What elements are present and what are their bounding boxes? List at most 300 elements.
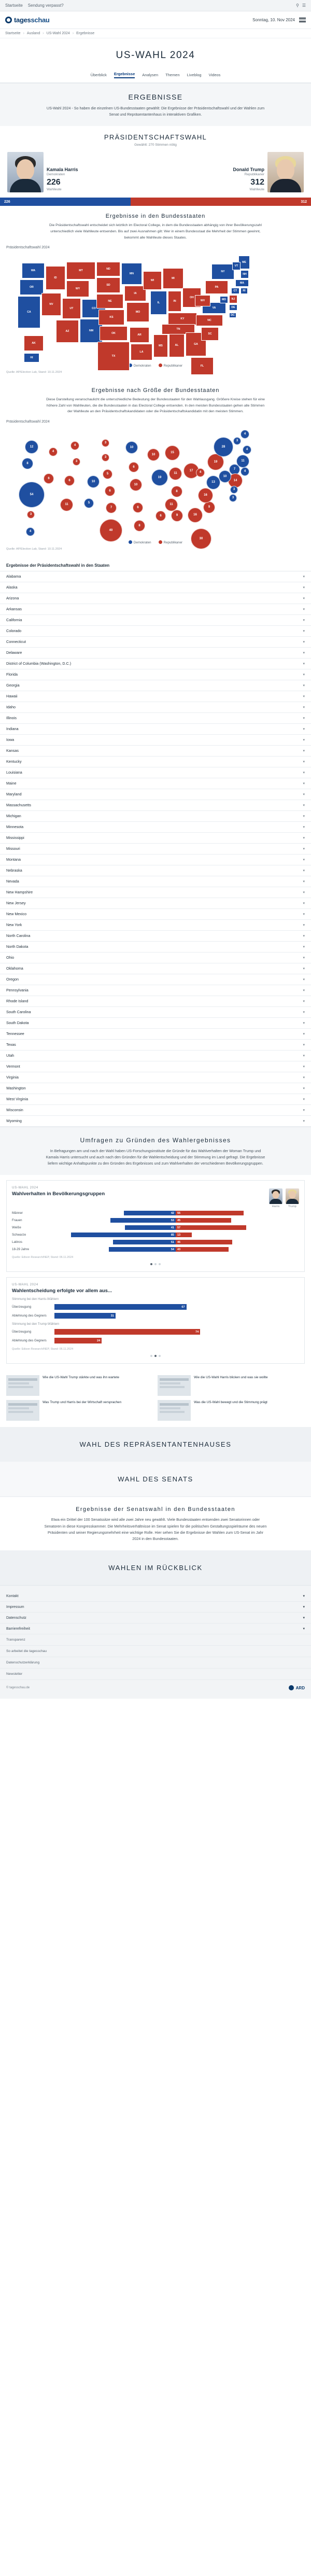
chevron-down-icon[interactable]: ▾ [303, 662, 305, 666]
state-ne[interactable]: NE [96, 294, 123, 309]
utility-link-home[interactable]: Startseite [5, 3, 23, 8]
accordion-row[interactable] [0, 648, 311, 659]
electoral-bubble[interactable]: 5 [103, 469, 112, 479]
accordion-row-label: Nebraska [6, 868, 22, 873]
accordion-row[interactable] [0, 887, 311, 898]
house-section [0, 1427, 311, 1462]
article-teaser[interactable] [158, 1400, 305, 1421]
accordion-row-label: New York [6, 922, 22, 928]
state-wa[interactable]: WA [22, 263, 45, 278]
tab-ergebnisse[interactable]: Ergebnisse [114, 72, 135, 78]
state-sc[interactable]: SC [201, 327, 219, 341]
state-al[interactable]: AL [169, 333, 185, 357]
state-de[interactable]: DE [229, 304, 237, 311]
chevron-down-icon[interactable]: ▾ [303, 1043, 305, 1047]
chevron-down-icon[interactable]: ▾ [303, 1021, 305, 1025]
chevron-down-icon[interactable]: ▾ [303, 858, 305, 862]
state-ca[interactable]: CA [18, 296, 40, 328]
accordion-row[interactable] [0, 702, 311, 713]
states-map-source: Quelle: AP/Election Lab, Stand: 10.11.2024 [6, 371, 62, 374]
electoral-bubble[interactable]: 28 [214, 437, 233, 457]
state-mt[interactable]: MT [66, 262, 95, 279]
tab-themen[interactable]: Themen [165, 73, 180, 77]
utility-link-missed[interactable]: Sendung verpasst? [27, 3, 64, 8]
states-accordion-heading: Ergebnisse der Präsidentschaftswahl in den Staaten [6, 563, 110, 568]
state-il[interactable]: IL [150, 291, 167, 315]
article-teaser-title: Was die US-Wahl bewegt und die Stimmung prägt [194, 1401, 267, 1405]
accordion-row[interactable] [0, 746, 311, 757]
accordion-row[interactable] [0, 963, 311, 974]
accordion-row[interactable] [0, 996, 311, 1007]
candidate-party-harris: Demokraten [47, 173, 65, 177]
state-ok[interactable]: OK [100, 326, 128, 341]
accordion-row[interactable] [0, 931, 311, 942]
accordion-row[interactable] [0, 1094, 311, 1105]
chart1-bars [52, 1225, 299, 1230]
chart2-plot-trump [12, 1329, 299, 1343]
chart1-group-label: 18-29 Jahre [12, 1248, 30, 1252]
state-az[interactable]: AZ [56, 320, 79, 343]
chart1-bar-trump: 57 [176, 1225, 246, 1230]
state-me[interactable]: ME [238, 256, 250, 269]
electoral-bubble[interactable]: 4 [241, 467, 249, 476]
senate-results-heading: Ergebnisse der Senatswahl in den Bundesstaaten [76, 1506, 235, 1513]
electoral-bubble[interactable]: 10 [130, 479, 142, 491]
state-sd[interactable]: SD [96, 277, 120, 293]
bubble-map-legend [6, 540, 305, 544]
electoral-bubble[interactable]: 13 [206, 475, 220, 489]
tab-liveblog[interactable]: Liveblog [187, 73, 202, 77]
chevron-down-icon[interactable]: ▾ [303, 956, 305, 960]
accordion-row-label: Maine [6, 781, 17, 786]
electoral-bubble[interactable]: 10 [147, 449, 160, 461]
state-nv[interactable]: NV [41, 293, 61, 316]
state-md[interactable]: MD [220, 296, 228, 303]
logo-word-first: tages [14, 16, 31, 24]
state-ga[interactable]: GA [186, 332, 206, 356]
chevron-down-icon[interactable]: ▾ [303, 771, 305, 775]
chevron-down-icon[interactable]: ▾ [303, 1065, 305, 1069]
logo[interactable] [5, 16, 50, 24]
accordion-row[interactable] [0, 604, 311, 615]
state-ct[interactable]: CT [231, 288, 239, 294]
accordion-row[interactable] [0, 669, 311, 680]
senate-results-block [0, 1496, 311, 1550]
accordion-row[interactable] [0, 713, 311, 724]
accordion-row[interactable] [0, 1040, 311, 1051]
chevron-down-icon[interactable]: ▾ [303, 1627, 305, 1631]
accordion-row[interactable] [0, 909, 311, 920]
state-ms[interactable]: MS [153, 334, 168, 357]
electoral-bubble[interactable]: 3 [73, 458, 80, 466]
electoral-bubble[interactable]: 6 [44, 473, 54, 484]
electoral-bubble[interactable]: 9 [203, 501, 215, 513]
electoral-bubble[interactable]: 4 [70, 441, 79, 450]
state-ny[interactable]: NY [211, 264, 234, 279]
electoral-bubble[interactable]: 3 [233, 437, 241, 445]
chevron-down-icon[interactable]: ▾ [303, 738, 305, 742]
electoral-bar-rep-label: 312 [301, 200, 307, 204]
chevron-down-icon[interactable]: ▾ [303, 749, 305, 753]
tab-analysen[interactable]: Analysen [142, 73, 159, 77]
state-ak[interactable]: AK [24, 335, 44, 351]
accordion-row[interactable] [0, 789, 311, 800]
accordion-row-label: New Hampshire [6, 890, 33, 895]
accordion-row[interactable] [0, 811, 311, 822]
accordion-row[interactable] [0, 822, 311, 833]
results-heading: ERGEBNISSE [128, 93, 183, 101]
logo-mark-icon [5, 17, 12, 23]
senate-results-description: Etwa ein Drittel der 100 Senatssitze wird alle zwei Jahre neu gewählt. Viele Bundesstaaten entsenden zwei Senatorinnen oder Senatoren in diese Kongresskammer. Die Mehrheitsverhältnisse im Senat spielen für die politischen Gestaltungsspielräume des neuen Präsidenten und seiner Regierungsmehrheit eine wichtige Rolle. Hier sehen Sie die Ergebnisse der Wahlen zum US-Senat im Jahr 2024 in den Bundesstaaten. [44, 1517, 267, 1542]
chevron-down-icon[interactable]: ▾ [303, 1010, 305, 1014]
state-la[interactable]: LA [131, 344, 152, 360]
accordion-row[interactable] [0, 920, 311, 931]
electoral-bubble[interactable]: 11 [165, 498, 178, 511]
state-fl[interactable]: FL [191, 357, 214, 375]
chevron-down-icon[interactable]: ▾ [303, 781, 305, 786]
chevron-down-icon[interactable]: ▾ [303, 967, 305, 971]
accordion-row[interactable] [0, 659, 311, 669]
accordion-row[interactable] [0, 735, 311, 746]
state-nh[interactable]: NH [241, 270, 249, 278]
accordion-row[interactable] [0, 1105, 311, 1116]
accordion-row[interactable] [0, 691, 311, 702]
electoral-bubble[interactable]: 3 [229, 494, 237, 502]
state-nj[interactable]: NJ [229, 295, 237, 303]
search-icon[interactable]: ⚲ [295, 3, 299, 8]
footer-section-link[interactable]: Transparenz [0, 1634, 311, 1646]
electoral-bubble[interactable]: 10 [87, 475, 100, 488]
candidate-electoral-trump: 312 [250, 178, 264, 187]
accordion-row[interactable] [0, 985, 311, 996]
accordion-row[interactable] [0, 1051, 311, 1061]
chevron-down-icon[interactable]: ▾ [303, 836, 305, 840]
chart1-group-row [12, 1218, 299, 1223]
utility-bar [0, 0, 311, 11]
state-mi[interactable]: MI [163, 268, 183, 289]
state-va[interactable]: VA [202, 302, 226, 314]
chevron-down-icon[interactable]: ▾ [303, 651, 305, 655]
chart2-bar: 67 [54, 1304, 187, 1310]
electoral-bubble[interactable]: 7 [229, 464, 240, 475]
electoral-bubble[interactable]: 3 [102, 454, 109, 461]
section-tabs [0, 69, 311, 83]
accordion-row[interactable] [0, 1072, 311, 1083]
electoral-bubble[interactable]: 4 [49, 447, 58, 456]
electoral-bubble[interactable]: 11 [169, 467, 182, 480]
chart2-row-label: Ablehnung des Gegners [12, 1314, 47, 1318]
chevron-down-icon[interactable]: ▾ [303, 1594, 305, 1599]
chart2-row-label: Ablehnung des Gegners [12, 1339, 47, 1343]
state-nm[interactable]: NM [80, 319, 103, 343]
chevron-down-icon[interactable]: ▾ [303, 847, 305, 851]
electoral-bubble[interactable]: 4 [241, 430, 249, 439]
accordion-row[interactable] [0, 974, 311, 985]
chevron-down-icon[interactable]: ▾ [303, 879, 305, 884]
accordion-row[interactable] [0, 615, 311, 626]
electoral-bubble[interactable]: 3 [102, 439, 109, 447]
state-dc[interactable]: DC [229, 313, 236, 318]
electoral-bubble[interactable]: 16 [198, 488, 213, 503]
accordion-row[interactable] [0, 724, 311, 735]
state-wv[interactable]: WV [195, 295, 210, 306]
electoral-bubble[interactable]: 4 [243, 445, 251, 454]
electoral-bubble[interactable]: 6 [64, 475, 75, 486]
state-co[interactable]: CO [82, 299, 106, 318]
electoral-bubble[interactable]: 3 [230, 486, 238, 494]
accordion-row-label: Pennsylvania [6, 988, 29, 993]
accordion-row[interactable] [0, 778, 311, 789]
accordion-row[interactable] [0, 833, 311, 844]
electoral-bubble[interactable]: 11 [60, 498, 73, 511]
chevron-down-icon[interactable]: ▾ [303, 760, 305, 764]
chart1-group-label: Weiße [12, 1226, 21, 1230]
electoral-bubble[interactable]: 8 [22, 458, 33, 469]
footer-section-link[interactable]: So arbeitet die tagesschau [0, 1646, 311, 1657]
state-hi[interactable]: HI [24, 353, 39, 362]
accordion-row[interactable] [0, 582, 311, 593]
chevron-down-icon[interactable]: ▾ [303, 814, 305, 818]
article-teaser-title: Wie die US-Wahl Harris blicken und was sie wollte [194, 1376, 268, 1380]
accordion-row[interactable] [0, 876, 311, 887]
accordion-row-label: South Carolina [6, 1010, 31, 1015]
chevron-down-icon[interactable]: ▾ [303, 1616, 305, 1620]
presidential-subtitle: Gewählt: 270 Stimmen nötig [134, 143, 177, 147]
electoral-bubble[interactable]: 14 [228, 473, 243, 488]
article-teaser[interactable] [6, 1400, 153, 1421]
footer-link-row[interactable] [0, 1591, 311, 1602]
accordion-row-label: Utah [6, 1053, 15, 1058]
chevron-down-icon[interactable]: ▾ [303, 1119, 305, 1123]
state-id[interactable]: ID [46, 266, 65, 290]
chevron-down-icon[interactable]: ▾ [303, 1605, 305, 1609]
accordion-row[interactable] [0, 898, 311, 909]
tab-videos[interactable]: Videos [208, 73, 221, 77]
article-teaser[interactable] [158, 1375, 305, 1396]
results-lede: US-Wahl 2024 - So haben die einzelnen US-Bundesstaaten gewählt: Die Ergebnisse der Präsidentschaftswahl und der Wahlen zum Senat und Repräsentantenhaus in interaktiven Grafiken. [46, 106, 265, 117]
chevron-down-icon[interactable]: ▾ [303, 683, 305, 688]
chevron-down-icon[interactable]: ▾ [303, 803, 305, 807]
chart1-group-row [12, 1233, 299, 1237]
chart1-carousel-dots[interactable] [12, 1263, 299, 1265]
state-tx[interactable]: TX [97, 342, 130, 371]
accordion-row[interactable] [0, 571, 311, 582]
state-wy[interactable]: WY [66, 281, 89, 297]
chevron-down-icon[interactable]: ▾ [303, 640, 305, 644]
chevron-down-icon[interactable]: ▾ [303, 825, 305, 829]
footer-link-row[interactable] [0, 1613, 311, 1623]
article-teaser[interactable] [6, 1375, 153, 1396]
menu-icon[interactable]: ☰ [302, 3, 306, 8]
state-ks[interactable]: KS [98, 310, 124, 325]
state-ma[interactable]: MA [235, 279, 249, 287]
chevron-down-icon[interactable]: ▾ [303, 869, 305, 873]
chevron-down-icon[interactable]: ▾ [303, 901, 305, 905]
state-wi[interactable]: WI [143, 271, 162, 290]
electoral-bubble[interactable]: 5 [84, 498, 94, 508]
footer-link-row[interactable] [0, 1623, 311, 1634]
chart1-bar-harris: 42 [124, 1211, 176, 1215]
chart1-bar-trump: 55 [176, 1211, 244, 1215]
chevron-down-icon[interactable]: ▾ [303, 988, 305, 992]
bubble-map-source: Quelle: AP/Election Lab, Stand: 10.11.2024 [6, 547, 62, 551]
breadcrumb-item-0[interactable]: Startseite [5, 32, 21, 35]
state-tn[interactable]: TN [162, 324, 195, 334]
breadcrumb-item-3[interactable]: Ergebnisse [76, 32, 95, 35]
electoral-bubble[interactable]: 19 [151, 469, 168, 486]
footer-copyright: © tagesschau.de [6, 1686, 30, 1690]
accordion-row-label: North Carolina [6, 933, 31, 939]
electoral-bubble[interactable]: 8 [134, 520, 145, 531]
electoral-bubble[interactable]: 6 [129, 462, 139, 472]
us-bubble-map[interactable] [6, 426, 305, 540]
chevron-down-icon[interactable]: ▾ [303, 890, 305, 894]
chevron-down-icon[interactable]: ▾ [303, 607, 305, 611]
accordion-row-label: Indiana [6, 726, 19, 732]
chevron-down-icon[interactable]: ▾ [303, 1054, 305, 1058]
accordion-row-label: Iowa [6, 737, 15, 743]
state-ut[interactable]: UT [62, 298, 81, 319]
electoral-bubble[interactable]: 8 [171, 486, 182, 497]
state-vt[interactable]: VT [232, 262, 241, 270]
accordion-row-label: Arizona [6, 596, 19, 601]
electoral-bubble[interactable]: 19 [207, 454, 224, 470]
accordion-row[interactable] [0, 1029, 311, 1040]
chevron-down-icon[interactable]: ▾ [303, 934, 305, 938]
tab-ueberblick[interactable]: Überblick [90, 73, 107, 77]
electoral-bubble[interactable]: 10 [219, 470, 231, 483]
electoral-bar-rep [131, 198, 311, 206]
chevron-down-icon[interactable]: ▾ [303, 694, 305, 698]
state-nc[interactable]: NC [196, 315, 223, 326]
accordion-row-label: Mississippi [6, 835, 24, 841]
states-accordion [0, 571, 311, 1127]
legend-dem: Demokraten [129, 363, 151, 368]
chevron-down-icon[interactable]: ▾ [303, 727, 305, 731]
accordion-row[interactable] [0, 865, 311, 876]
chevron-down-icon[interactable]: ▾ [303, 1086, 305, 1090]
accordion-row-label: Rhode Island [6, 999, 29, 1004]
state-or[interactable]: OR [20, 279, 44, 295]
accordion-row[interactable] [0, 1018, 311, 1029]
chevron-down-icon[interactable]: ▾ [303, 673, 305, 677]
electoral-bubble[interactable]: 6 [105, 486, 115, 496]
ard-logo-icon [289, 1685, 294, 1690]
electoral-bubble[interactable]: 4 [26, 527, 35, 536]
chart2-carousel-dots[interactable] [12, 1355, 299, 1357]
electoral-bubble[interactable]: 12 [25, 440, 38, 454]
accordion-row[interactable] [0, 680, 311, 691]
chevron-down-icon[interactable]: ▾ [303, 792, 305, 796]
accordion-row[interactable] [0, 626, 311, 637]
electoral-bubble[interactable]: 6 [133, 502, 143, 513]
hamburger-icon[interactable] [299, 18, 306, 22]
electoral-bubble[interactable]: 30 [191, 528, 211, 549]
chevron-down-icon[interactable]: ▾ [303, 705, 305, 709]
accordion-row[interactable] [0, 855, 311, 865]
electoral-bubble[interactable]: 4 [196, 468, 205, 477]
utility-bar-right [296, 3, 306, 8]
surveys-heading: Umfragen zu Gründen des Wahlergebnisses [80, 1136, 231, 1144]
state-ky[interactable]: KY [168, 313, 197, 325]
chevron-down-icon[interactable]: ▾ [303, 999, 305, 1003]
electoral-bubble[interactable]: 3 [27, 511, 35, 519]
state-mo[interactable]: MO [126, 302, 149, 322]
chevron-down-icon[interactable]: ▾ [303, 1075, 305, 1080]
chevron-down-icon[interactable]: ▾ [303, 585, 305, 590]
chevron-down-icon[interactable]: ▾ [303, 716, 305, 720]
chevron-down-icon[interactable]: ▾ [303, 575, 305, 579]
electoral-bubble[interactable]: 10 [125, 441, 138, 454]
chevron-down-icon[interactable]: ▾ [303, 945, 305, 949]
accordion-row-label: Tennessee [6, 1031, 24, 1037]
state-oh[interactable]: OH [182, 288, 201, 307]
chevron-down-icon[interactable]: ▾ [303, 1108, 305, 1112]
chart1-plot [12, 1211, 299, 1252]
electoral-bubble[interactable]: 9 [171, 510, 183, 522]
accordion-row[interactable] [0, 757, 311, 767]
accordion-row[interactable] [0, 953, 311, 963]
state-pa[interactable]: PA [205, 281, 228, 294]
footer-link-label: Kontakt [6, 1594, 19, 1598]
candidate-photo-trump [267, 152, 304, 192]
bubble-map-subtitle: Präsidentschaftswahl 2024 [6, 419, 50, 424]
electoral-bar-dem-label: 226 [4, 200, 10, 204]
breadcrumb-item-2[interactable]: US-Wahl 2024 [46, 32, 70, 35]
accordion-row[interactable] [0, 767, 311, 778]
electoral-bubble[interactable]: 40 [100, 519, 122, 542]
state-ar[interactable]: AR [130, 327, 149, 343]
electoral-bubble[interactable]: 6 [156, 511, 166, 521]
breadcrumb-item-1[interactable]: Ausland [26, 32, 40, 35]
state-ri[interactable]: RI [241, 288, 248, 294]
state-in[interactable]: IN [168, 291, 181, 312]
electoral-bubble[interactable]: 16 [188, 508, 203, 523]
accordion-row[interactable] [0, 844, 311, 855]
accordion-row[interactable] [0, 800, 311, 811]
electoral-bubble[interactable]: 15 [165, 445, 180, 460]
chevron-down-icon[interactable]: ▾ [303, 629, 305, 633]
chevron-down-icon[interactable]: ▾ [303, 923, 305, 927]
state-mn[interactable]: MN [121, 263, 142, 285]
electoral-bubble[interactable]: 54 [19, 482, 45, 508]
chart1-kicker: US-WAHL 2024 [12, 1186, 38, 1190]
footer-link-row[interactable] [0, 1602, 311, 1613]
accordion-row[interactable] [0, 942, 311, 953]
accordion-row-label: Idaho [6, 705, 16, 710]
accordion-row[interactable] [0, 1061, 311, 1072]
state-nd[interactable]: ND [96, 262, 120, 276]
electoral-bubble[interactable]: 17 [183, 463, 199, 479]
accordion-row[interactable] [0, 637, 311, 648]
chevron-down-icon[interactable]: ▾ [303, 618, 305, 622]
chevron-down-icon[interactable]: ▾ [303, 977, 305, 982]
chevron-down-icon[interactable]: ▾ [303, 596, 305, 600]
chevron-down-icon[interactable]: ▾ [303, 912, 305, 916]
footer-section-link[interactable]: Newsletter [0, 1669, 311, 1680]
chevron-down-icon[interactable]: ▾ [303, 1032, 305, 1036]
accordion-row[interactable] [0, 1116, 311, 1127]
accordion-row[interactable] [0, 593, 311, 604]
electoral-bubble[interactable]: 7 [106, 502, 117, 513]
state-ia[interactable]: IA [124, 286, 146, 301]
footer-section-link[interactable]: Datenschutzerklärung [0, 1657, 311, 1669]
electoral-bubble[interactable]: 11 [236, 455, 249, 468]
accordion-row[interactable] [0, 1083, 311, 1094]
states-map-description: Die Präsidentschaftswahl entscheidet sich letztlich im Electoral College, in dem die Bundesstaaten abhängig von ihrer Bevölkerungszahl unterschiedlich viele Wahlleute entsenden. Bis auf zwei Ausnahmen gilt: Wer in einem Bundesstaat die Mehrheit der Stimmen gewinnt, bekommt alle Wahlleute dieses Staates. [49, 223, 262, 240]
chevron-down-icon[interactable]: ▾ [303, 1097, 305, 1101]
accordion-row[interactable] [0, 1007, 311, 1018]
